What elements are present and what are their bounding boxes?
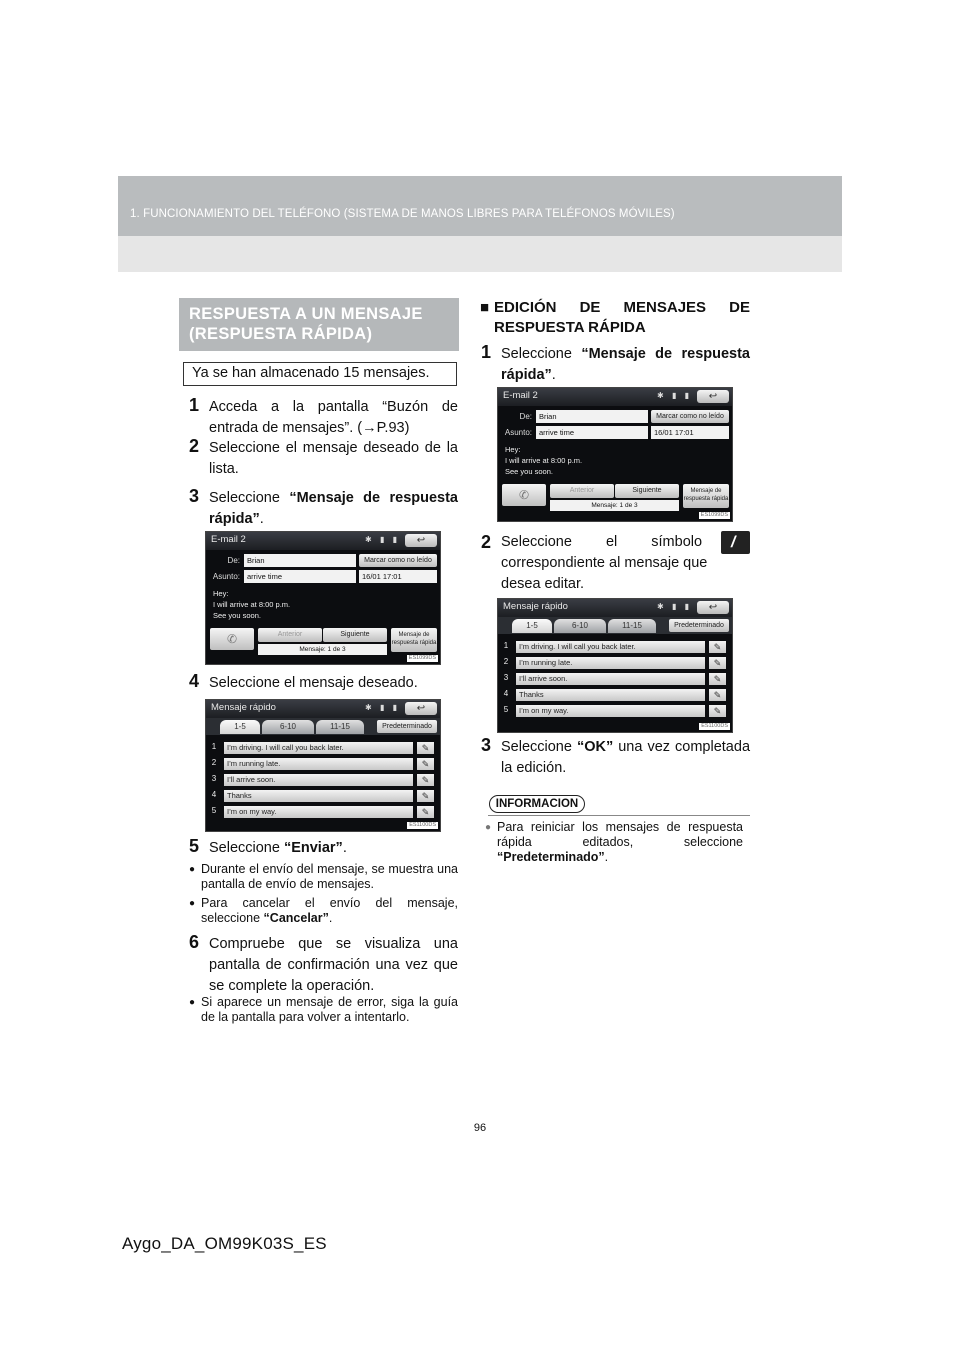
- right-step-2: [481, 532, 750, 595]
- step-number: 1: [189, 395, 200, 415]
- screen-title: E-mail 2: [503, 390, 538, 401]
- step-number: 2: [189, 436, 200, 456]
- figure-code: ES1100DS: [409, 822, 436, 828]
- row-number: 3: [503, 673, 509, 682]
- quick-reply-label-2: respuesta rápida: [391, 640, 437, 646]
- step-text-pre: Seleccione: [209, 490, 290, 506]
- step-number: 5: [189, 836, 200, 856]
- step-text: Seleccione el mensaje deseado de la lista.: [209, 440, 458, 477]
- email-screen-left: [205, 531, 441, 665]
- back-button[interactable]: ↩: [405, 534, 437, 547]
- tab-11-15[interactable]: 11-15: [316, 720, 364, 734]
- step-text-post: .: [551, 367, 556, 383]
- edit-pencil-icon[interactable]: ✎: [709, 657, 726, 669]
- back-button[interactable]: ↩: [405, 702, 437, 715]
- edit-pencil-icon[interactable]: ✎: [709, 689, 726, 701]
- previous-button[interactable]: Anterior: [550, 484, 614, 498]
- datetime-field: 16/01 17:01: [359, 570, 437, 583]
- from-label: De:: [519, 412, 532, 421]
- document-code: Aygo_DA_OM99K03S_ES: [122, 1234, 327, 1253]
- status-icons: ✱ ▮ ▮: [365, 535, 400, 544]
- step-2-first-line: [501, 532, 750, 553]
- edit-pencil-icon[interactable]: ✎: [417, 774, 434, 786]
- back-button[interactable]: ↩: [697, 601, 729, 614]
- row-number: 5: [503, 705, 509, 714]
- sub-heading: [480, 298, 750, 338]
- right-step-1: [481, 342, 750, 386]
- quick-message-row[interactable]: I’m running late.: [224, 758, 413, 770]
- bullet-text-bold: “Cancelar”: [263, 911, 329, 925]
- bullet: [189, 995, 458, 1025]
- step-2: [189, 436, 458, 480]
- quick-message-row[interactable]: I’m on my way.: [224, 806, 413, 818]
- quick-reply-label-1: Mensaje de: [690, 488, 722, 494]
- subject-label: Asunto:: [504, 428, 532, 437]
- bullet-dot-icon: ●: [189, 997, 196, 1008]
- step-text-post: una vez completada la edición.: [501, 739, 751, 776]
- quick-message-row[interactable]: I’m driving. I will call you back later.: [516, 641, 705, 653]
- tab-6-10[interactable]: 6-10: [554, 619, 606, 633]
- message-line: I will arrive at 8:00 p.m.: [505, 456, 583, 465]
- step-text-bold: “Enviar”: [283, 840, 343, 856]
- info-text-pre: Para reiniciar los mensajes de respuesta rápida editados, seleccione: [497, 820, 743, 849]
- message-line: I will arrive at 8:00 p.m.: [213, 600, 291, 609]
- back-button[interactable]: ↩: [697, 390, 729, 403]
- call-button[interactable]: ✆: [502, 484, 546, 506]
- step-5: [189, 836, 458, 859]
- page-number: 96: [473, 1122, 487, 1134]
- status-icons: ✱ ▮ ▮: [657, 602, 692, 611]
- bullet: [189, 896, 458, 926]
- bullet-text-pre: Para cancelar el envío del mensaje, seleccione: [201, 896, 458, 925]
- quick-reply-label-2: respuesta rápida: [683, 496, 729, 502]
- step-text-bold: “Mensaje de respuesta rápida”: [209, 490, 458, 527]
- edit-pencil-icon[interactable]: ✎: [417, 742, 434, 754]
- chapter-title: 1. FUNCIONAMIENTO DEL TELÉFONO (SISTEMA DE MANOS LIBRES PARA TELÉFONOS MÓVILES): [130, 208, 675, 220]
- call-button[interactable]: ✆: [210, 628, 254, 650]
- next-button[interactable]: Siguiente: [615, 484, 679, 498]
- figure-code: ES1100DS: [701, 723, 728, 729]
- quick-message-row[interactable]: I’m running late.: [516, 657, 705, 669]
- status-icons: ✱ ▮ ▮: [657, 391, 692, 400]
- edit-pencil-icon: [721, 531, 750, 554]
- step-text-line-2: correspondiente al mensaje que desea editar.: [501, 555, 708, 592]
- message-counter: Mensaje: 1 de 3: [550, 500, 679, 511]
- step-number: 3: [189, 486, 200, 506]
- from-label: De:: [227, 556, 240, 565]
- tab-6-10[interactable]: 6-10: [262, 720, 314, 734]
- section-title: RESPUESTA A UN MENSAJE (RESPUESTA RÁPIDA): [179, 298, 459, 351]
- figure-code: ES1099DS: [408, 655, 436, 661]
- step-text-pre: Seleccione: [209, 840, 284, 856]
- step-text-bold: “Mensaje de respuesta rápida”: [501, 346, 750, 383]
- row-number: 2: [211, 758, 217, 767]
- email-screen-right: [497, 387, 733, 522]
- edit-pencil-icon[interactable]: ✎: [417, 758, 434, 770]
- step-6: [189, 932, 458, 997]
- row-number: 3: [211, 774, 217, 783]
- message-line: Hey:: [213, 589, 229, 598]
- step-text-line-1: Seleccione el símbolo: [501, 534, 703, 550]
- step-1: [189, 395, 458, 439]
- screen-title: Mensaje rápido: [211, 702, 276, 713]
- row-number: 5: [211, 806, 217, 815]
- quick-reply-button[interactable]: [683, 484, 729, 508]
- default-button[interactable]: Predeterminado: [669, 619, 729, 632]
- edit-pencil-icon[interactable]: ✎: [417, 806, 434, 818]
- row-number: 2: [503, 657, 509, 666]
- from-field: Brian: [244, 554, 356, 567]
- edit-pencil-icon[interactable]: ✎: [417, 790, 434, 802]
- bullet: [189, 862, 458, 892]
- step-number: 1: [481, 342, 492, 362]
- quick-message-row[interactable]: I’ll arrive soon.: [516, 673, 705, 685]
- row-number: 1: [211, 742, 217, 751]
- screen-title-bar: [206, 532, 440, 550]
- subject-field: arrive time: [536, 426, 648, 439]
- quick-message-row[interactable]: I’m on my way.: [516, 705, 705, 717]
- default-button[interactable]: Predeterminado: [377, 720, 437, 733]
- screen-title: E-mail 2: [211, 534, 246, 545]
- quick-message-row[interactable]: I’ll arrive soon.: [224, 774, 413, 786]
- quick-message-row[interactable]: Thanks: [516, 689, 705, 701]
- info-bullet: [485, 820, 743, 865]
- screen-title-bar: [206, 700, 440, 718]
- quick-message-row[interactable]: I’m driving. I will call you back later.: [224, 742, 413, 754]
- step-text-bold: “OK”: [576, 739, 614, 755]
- step-text-post: .: [259, 511, 264, 527]
- quick-message-row[interactable]: Thanks: [224, 790, 413, 802]
- step-text: Acceda a la pantalla “Buzón de entrada de mensajes”. (→P.93): [209, 399, 458, 436]
- mark-unread-button[interactable]: Marcar como no leído: [651, 410, 729, 423]
- step-text: Compruebe que se visualiza una pantalla de confirmación una vez que se complete la operación.: [209, 936, 458, 994]
- chapter-header-band: [118, 176, 842, 236]
- info-divider: [488, 815, 750, 816]
- row-number: 4: [503, 689, 509, 698]
- bullet-dot-icon: ●: [189, 864, 196, 875]
- edit-pencil-icon[interactable]: ✎: [709, 705, 726, 717]
- mark-unread-button[interactable]: Marcar como no leído: [359, 554, 437, 567]
- step-number: 6: [189, 932, 200, 952]
- message-line: Hey:: [505, 445, 521, 454]
- next-button[interactable]: Siguiente: [323, 628, 387, 642]
- step-text-pre: Seleccione: [501, 739, 577, 755]
- bullet-text: Si aparece un mensaje de error, siga la guía de la pantalla para volver a intentarlo.: [201, 995, 458, 1024]
- step-number: 4: [189, 671, 200, 691]
- edit-pencil-icon[interactable]: ✎: [709, 673, 726, 685]
- row-number: 1: [503, 641, 509, 650]
- step-number: 3: [481, 735, 492, 755]
- info-text-bold: “Predeterminado”: [497, 850, 605, 864]
- screen-title: Mensaje rápido: [503, 601, 568, 612]
- quick-message-screen-left: [205, 699, 441, 832]
- chapter-header: [118, 176, 842, 272]
- info-text-post: .: [604, 850, 609, 864]
- sub-heading-marker-icon: ■: [480, 299, 490, 316]
- step-text: Seleccione el mensaje deseado.: [209, 675, 418, 691]
- step-text-pre: Seleccione: [501, 346, 582, 362]
- tab-1-5[interactable]: 1-5: [220, 720, 260, 734]
- step-3: [189, 486, 458, 530]
- from-field: Brian: [536, 410, 648, 423]
- datetime-field: 16/01 17:01: [651, 426, 729, 439]
- step-number: 2: [481, 532, 492, 552]
- screen-title-bar: [498, 599, 732, 617]
- tab-1-5[interactable]: 1-5: [512, 619, 552, 633]
- bullet-dot-icon: ●: [485, 822, 492, 833]
- message-line: See you soon.: [213, 611, 261, 620]
- sub-heading-text: EDICIÓN DE MENSAJES DE RESPUESTA RÁPIDA: [494, 299, 750, 336]
- status-icons: ✱ ▮ ▮: [365, 703, 400, 712]
- quick-reply-button[interactable]: [391, 628, 437, 652]
- quick-reply-label-1: Mensaje de: [398, 632, 430, 638]
- step-text-post: .: [342, 840, 347, 856]
- step-4: [189, 671, 458, 694]
- bullet-text-post: .: [328, 911, 333, 925]
- edit-pencil-icon[interactable]: ✎: [709, 641, 726, 653]
- message-counter: Mensaje: 1 de 3: [258, 644, 387, 655]
- message-line: See you soon.: [505, 467, 553, 476]
- figure-code: ES1099DS: [700, 512, 728, 518]
- previous-button[interactable]: Anterior: [258, 628, 322, 642]
- note-box: Ya se han almacenado 15 mensajes.: [183, 362, 457, 386]
- screen-title-bar: [498, 388, 732, 406]
- quick-message-screen-right: [497, 598, 733, 733]
- right-step-3: [481, 735, 751, 779]
- tab-11-15[interactable]: 11-15: [608, 619, 656, 633]
- subject-field: arrive time: [244, 570, 356, 583]
- bullet-dot-icon: ●: [189, 898, 196, 909]
- subject-label: Asunto:: [212, 572, 240, 581]
- row-number: 4: [211, 790, 217, 799]
- bullet-text: Durante el envío del mensaje, se muestra una pantalla de envío de mensajes.: [201, 862, 458, 891]
- info-badge: INFORMACION: [489, 795, 585, 813]
